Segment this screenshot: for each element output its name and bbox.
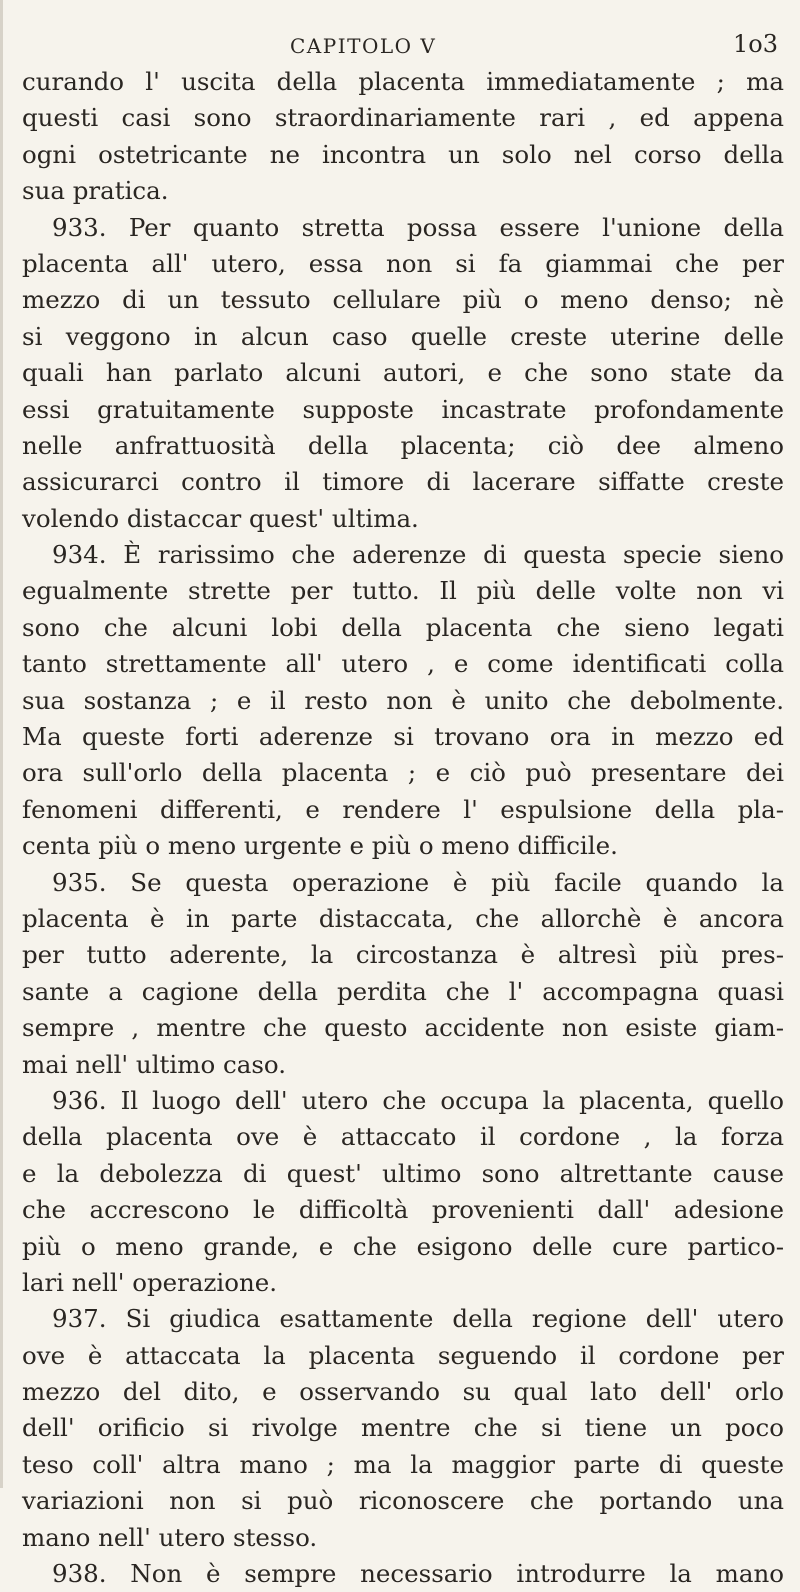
paragraph-933 [22, 210, 784, 538]
text-line: e la debolezza di quest' ultimo sono altrettante cause [22, 1158, 784, 1188]
page-number: 1o3 [733, 30, 778, 58]
text-body [22, 64, 784, 1592]
text-line: assicurarci contro il timore di lacerare siffatte creste [22, 467, 784, 497]
text-line: volendo distaccar quest' ultima. [22, 503, 419, 533]
paragraph-934 [22, 537, 784, 865]
text-line: sempre , mentre che questo accidente non esiste giam- [22, 1013, 784, 1043]
text-line: mezzo di un tessuto cellulare più o meno denso; nè [22, 285, 784, 315]
text-line: centa più o meno urgente e più o meno difficile. [22, 831, 618, 861]
paragraph-937 [22, 1301, 784, 1556]
page-edge [0, 0, 3, 1488]
text-line: tanto strettamente all' utero , e come identificati colla [22, 649, 784, 679]
text-line: sua pratica. [22, 176, 169, 206]
text-line: 936. Il luogo dell' utero che occupa la placenta, quello [52, 1085, 784, 1115]
text-line: fenomeni differenti, e rendere l' espulsione della pla- [22, 794, 784, 824]
text-line: teso coll' altra mano ; ma la maggior parte di queste [22, 1449, 784, 1479]
text-line: della placenta ove è attaccato il cordone , la forza [22, 1122, 784, 1152]
text-line: variazioni non si può riconoscere che portando una [22, 1486, 784, 1516]
paragraph-continuation [22, 64, 784, 210]
paragraph-935 [22, 865, 784, 1083]
paragraph-938 [22, 1556, 784, 1592]
text-line: sono che alcuni lobi della placenta che sieno legati [22, 612, 784, 642]
text-line: 938. Non è sempre necessario introdurre la mano [52, 1559, 784, 1589]
text-line: mai nell' ultimo caso. [22, 1049, 287, 1079]
text-line: placenta all' utero, essa non si fa giammai che per [22, 248, 784, 278]
running-title: CAPITOLO V [290, 34, 437, 58]
text-line: più o meno grande, e che esigono delle cure partico- [22, 1231, 784, 1261]
paragraph-936 [22, 1083, 784, 1301]
text-line: ove è attaccata la placenta seguendo il cordone per [22, 1340, 784, 1370]
text-line: ogni ostetricante ne incontra un solo nel corso della [22, 139, 784, 169]
text-line: curando l' uscita della placenta immediatamente ; ma [22, 67, 784, 96]
text-line: 937. Si giudica esattamente della regione dell' utero [52, 1304, 784, 1334]
text-line: 935. Se questa operazione è più facile quando la [52, 867, 784, 897]
text-line: per tutto aderente, la circostanza è altresì più pres- [22, 940, 784, 970]
text-line: ora sull'orlo della placenta ; e ciò può presentare dei [22, 758, 784, 788]
text-line: sua sostanza ; e il resto non è unito che debolmente. [22, 685, 784, 715]
text-line: Ma queste forti aderenze si trovano ora in mezzo ed [22, 722, 784, 752]
text-line: che accrescono le difficoltà provenienti dall' adesione [22, 1195, 784, 1225]
text-line: mezzo del dito, e osservando su qual lato dell' orlo [22, 1377, 784, 1407]
text-line: dell' orificio si rivolge mentre che si tiene un poco [22, 1413, 784, 1443]
text-line: nelle anfrattuosità della placenta; ciò dee almeno [22, 430, 784, 460]
text-line: lari nell' operazione. [22, 1267, 278, 1297]
text-line: placenta è in parte distaccata, che allorchè è ancora [22, 903, 784, 933]
text-line: 933. Per quanto stretta possa essere l'unione della [52, 212, 784, 242]
text-line: 934. È rarissimo che aderenze di questa specie sieno [52, 540, 784, 570]
text-line: mano nell' utero stesso. [22, 1522, 318, 1552]
text-line: si veggono in alcun caso quelle creste uterine delle [22, 321, 784, 351]
text-line: sante a cagione della perdita che l' accompagna quasi [22, 976, 784, 1006]
page-header [0, 28, 800, 68]
text-line: essi gratuitamente supposte incastrate profondamente [22, 394, 784, 424]
text-line: egualmente strette per tutto. Il più delle volte non vi [22, 576, 784, 606]
text-line: questi casi sono straordinariamente rari , ed appena [22, 103, 784, 133]
text-line: quali han parlato alcuni autori, e che sono state da [22, 358, 784, 388]
